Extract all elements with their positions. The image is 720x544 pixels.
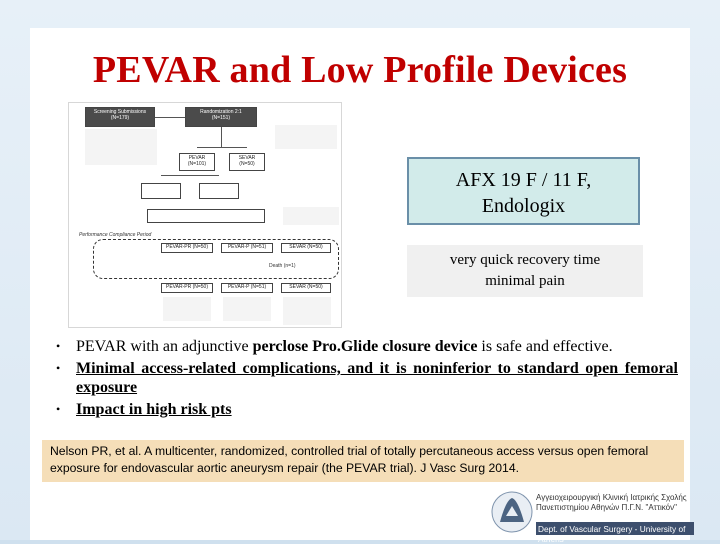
arm-label: PEVAR-PR (N=50): [165, 244, 208, 250]
bullet-emphasis: perclose Pro.Glide closure device: [252, 338, 478, 355]
screening-label: Screening Submissions: [93, 109, 147, 115]
pevar-subgroup-box: [199, 183, 239, 199]
connector: [155, 117, 185, 118]
screening-details: [85, 129, 157, 165]
bullet-icon: •: [56, 402, 61, 416]
randomization-count: (N=151): [211, 115, 231, 121]
arm-box: [281, 243, 331, 253]
bullet-item: [56, 337, 678, 356]
pevar-box: [179, 153, 215, 171]
logo-text: [536, 493, 706, 544]
randomization-label: Randomization 2:1: [200, 109, 242, 115]
connector: [161, 175, 219, 176]
bullet-emphasis: Impact in high risk pts: [76, 401, 232, 418]
device-callout-line1: AFX 19 F / 11 F,: [455, 169, 592, 191]
contraindication-details: [283, 207, 339, 225]
bullet-list: [56, 337, 678, 419]
slide-title: PEVAR and Low Profile Devices: [92, 49, 628, 91]
sevar-count: (N=50): [239, 161, 255, 167]
arm-label: SEVAR (N=50): [289, 244, 323, 250]
bullet-item: [56, 359, 678, 397]
screening-count: (N=179): [110, 115, 130, 121]
arm-label: PEVAR-PR (N=50): [165, 284, 208, 290]
pevar-subgroup-box: [141, 183, 181, 199]
screening-box: [85, 107, 155, 127]
arm-label: SEVAR (N=50): [289, 284, 323, 290]
bullet-icon: •: [56, 361, 61, 375]
device-callout: [407, 157, 640, 225]
device-callout-line2: Endologix: [481, 195, 566, 217]
randomization-box: [185, 107, 257, 127]
recovery-callout: [407, 245, 643, 297]
pevar-label: PEVAR: [188, 155, 206, 161]
recovery-callout-line1: very quick recovery time: [449, 252, 601, 268]
arm-label: PEVAR-P (N=51): [227, 284, 267, 290]
connector: [197, 147, 247, 148]
pevar-count: (N=101): [187, 161, 207, 167]
bullet-text: is safe and effective.: [477, 338, 613, 355]
arm-box: [161, 283, 213, 293]
arm-box: [161, 243, 213, 253]
reference-citation: Nelson PR, et al. A multicenter, randomized, controlled trial of totally percutaneous access versus open femoral exposure for endovascular aortic aneurysm repair (the PEVAR trial). J Vasc Surg 2014.: [42, 440, 684, 482]
arm-box: [221, 243, 273, 253]
bullet-text: PEVAR with an adjunctive: [76, 338, 253, 355]
connector: [221, 127, 222, 147]
bullet-icon: •: [56, 339, 61, 353]
arm-box: [281, 283, 331, 293]
bullet-item: [56, 400, 678, 419]
sevar-label: SEVAR: [238, 155, 256, 161]
exclusion-details: [275, 125, 337, 149]
trial-flow-diagram: [68, 102, 342, 328]
outcome-details: [223, 297, 271, 321]
death-note: Death (n=1): [269, 263, 296, 269]
arm-box: [221, 283, 273, 293]
logo-line3: Dept. of Vascular Surgery - University of Athens: [538, 524, 686, 544]
arm-label: PEVAR-P (N=51): [227, 244, 267, 250]
sevar-box: [229, 153, 265, 171]
outcome-details: [163, 297, 211, 321]
diagram-period-note: Performance Compliance Period: [79, 232, 152, 238]
bullet-emphasis: Minimal access-related complications, and it is noninferior to standard open femoral exposure: [76, 360, 678, 396]
allocation-box: [147, 209, 265, 223]
outcome-details: [283, 297, 331, 325]
recovery-callout-line2: minimal pain: [485, 273, 565, 289]
logo-line2: Πανεπιστημίου Αθηνών Π.Γ.Ν. "Αττικόν": [536, 503, 677, 512]
logo-line1: Αγγειοχειρουργική Κλινική Ιατρικής Σχολής: [536, 493, 687, 502]
